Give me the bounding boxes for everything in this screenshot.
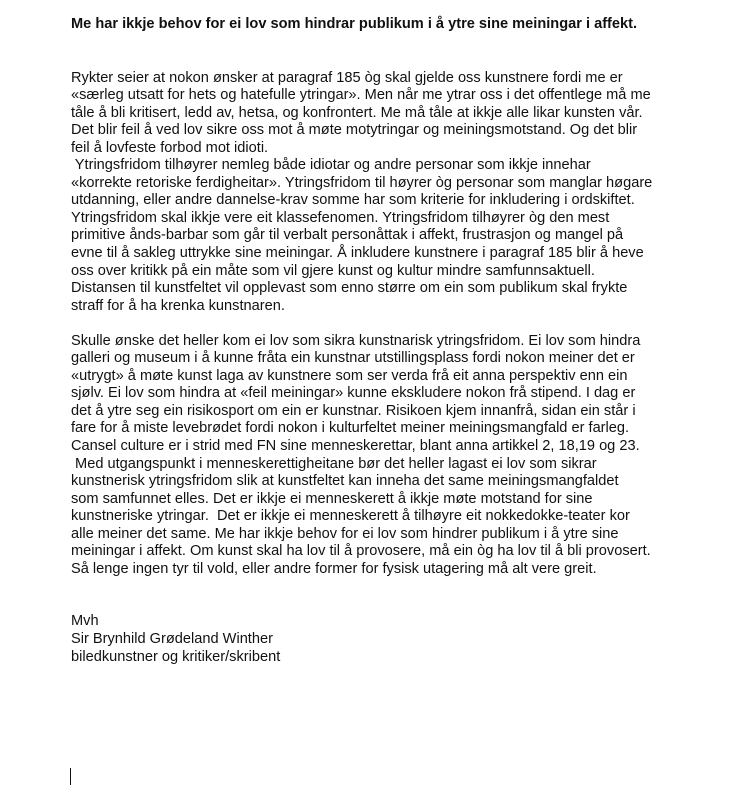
signature-greeting: Mvh [71,613,99,630]
signature-role: biledkunstner og kritiker/skribent [71,648,281,665]
text-line: som samfunnet elles. Det er ikkje ei menneskerett å ikkje møte motstand for sine [71,490,593,507]
document-title: Me har ikkje behov for ei lov som hindrar publikum i å ytre sine meiningar i affekt. [71,16,638,32]
text-line: alle meiner det same. Me har ikkje behov for ei lov som hindrer publikum i å ytre sine [71,525,619,542]
text-line: Skulle ønske det heller kom ei lov som sikra kunstnarisk ytringsfridom. Ei lov som hindra [71,332,641,349]
text-line: meiningar i affekt. Om kunst skal ha lov til å provosere, må ein òg ha lov til å bli provosert. [71,543,651,560]
document-page [71,16,711,666]
text-cursor [70,768,71,785]
text-line: galleri og museum i å kunne fråta ein kunstnar utstillingsplass fordi nokon meiner det er [71,350,635,367]
text-line: primitive ånds-barbar som går til verbalt personåttak i affekt, frustrasjon og mangel på [71,227,624,244]
text-line: Ytringsfridom skal ikkje vere eit klassefenomen. Ytringsfridom tilhøyrer òg den mest [71,209,610,226]
text-line: sjølv. Ei lov som hindra at «feil meiningar» kunne ekskludere nokon frå stipend. I dag er [71,385,636,402]
text-line: utdanning, eller andre dannelse-krav somme har som kriterie for inkludering i ordskiftet. [71,192,635,209]
text-line: Cansel culture er i strid med FN sine menneskerettar, blant anna artikkel 2, 18,19 og 23. [71,438,640,455]
text-line: «korrekte retoriske ferdigheitar». Ytringsfridom til høyrer òg personar som manglar høgare [71,174,653,191]
text-line: oss over kritikk på ein måte som vil gjere kunst og kultur mindre samfunnsaktuell. [71,262,595,279]
text-line: tåle å bli kritisert, ledd av, hetsa, og konfrontert. Me må tåle at ikkje alle likar kunsten vår. [71,104,643,121]
text-line: Rykter seier at nokon ønsker at paragraf 185 òg skal gjelde oss kunstnere fordi me er [71,69,623,86]
text-line: Det blir feil å ved lov sikre oss mot å møte motytringar og meiningsmotstand. Og det blir [71,122,638,139]
signature-block [71,613,711,666]
paragraph-2 [71,333,711,579]
text-line: Så lenge ingen tyr til vold, eller andre former for fysisk utagering må alt vere greit. [71,560,597,577]
paragraph-spacer [71,315,711,333]
text-line: Distansen til kunstfeltet vil opplevast som enno større om ein som publikum skal frykte [71,280,628,297]
text-line: Med utgangspunkt i menneskerettigheitane bør det heller lagast ei lov som sikrar [71,455,597,472]
text-line: fare for å miste levebrødet fordi nokon i kulturfeltet meiner meiningsmangfald er farleg. [71,420,630,437]
text-line: kunstneriske ytringar. Det er ikkje ei menneskerett å tilhøyre eit nokkedokke-teater kor [71,508,630,525]
text-line: «særleg utsatt for hets og hatefulle ytringar». Men når me ytrar oss i det offentlege må me [71,87,651,104]
text-line: Ytringsfridom tilhøyrer nemleg både idiotar og andre personar som ikkje innehar [71,157,591,174]
text-line: det å ytre seg ein risikosport om ein er kunstnar. Risikoen kjem innanfrå, sidan ein står i [71,402,636,419]
text-line: straff for å ha krenka kunstnaren. [71,297,285,314]
text-line: feil å lovfeste forbod mot idioti. [71,139,269,156]
text-line: «utrygt» å møte kunst laga av kunstnere som ser verda frå eit anna perspektiv enn ein [71,367,628,384]
text-line: evne til å sakleg uttrykke sine meiningar. Å inkludere kunstnere i paragraf 185 blir å heve [71,245,644,262]
paragraph-1 [71,70,711,316]
signature-spacer [71,578,711,613]
text-line: kunstnerisk ytringsfridom slik at kunstfeltet kan inneha det same meiningsmangfaldet [71,473,619,490]
signature-name: Sir Brynhild Grødeland Winther [71,630,273,647]
